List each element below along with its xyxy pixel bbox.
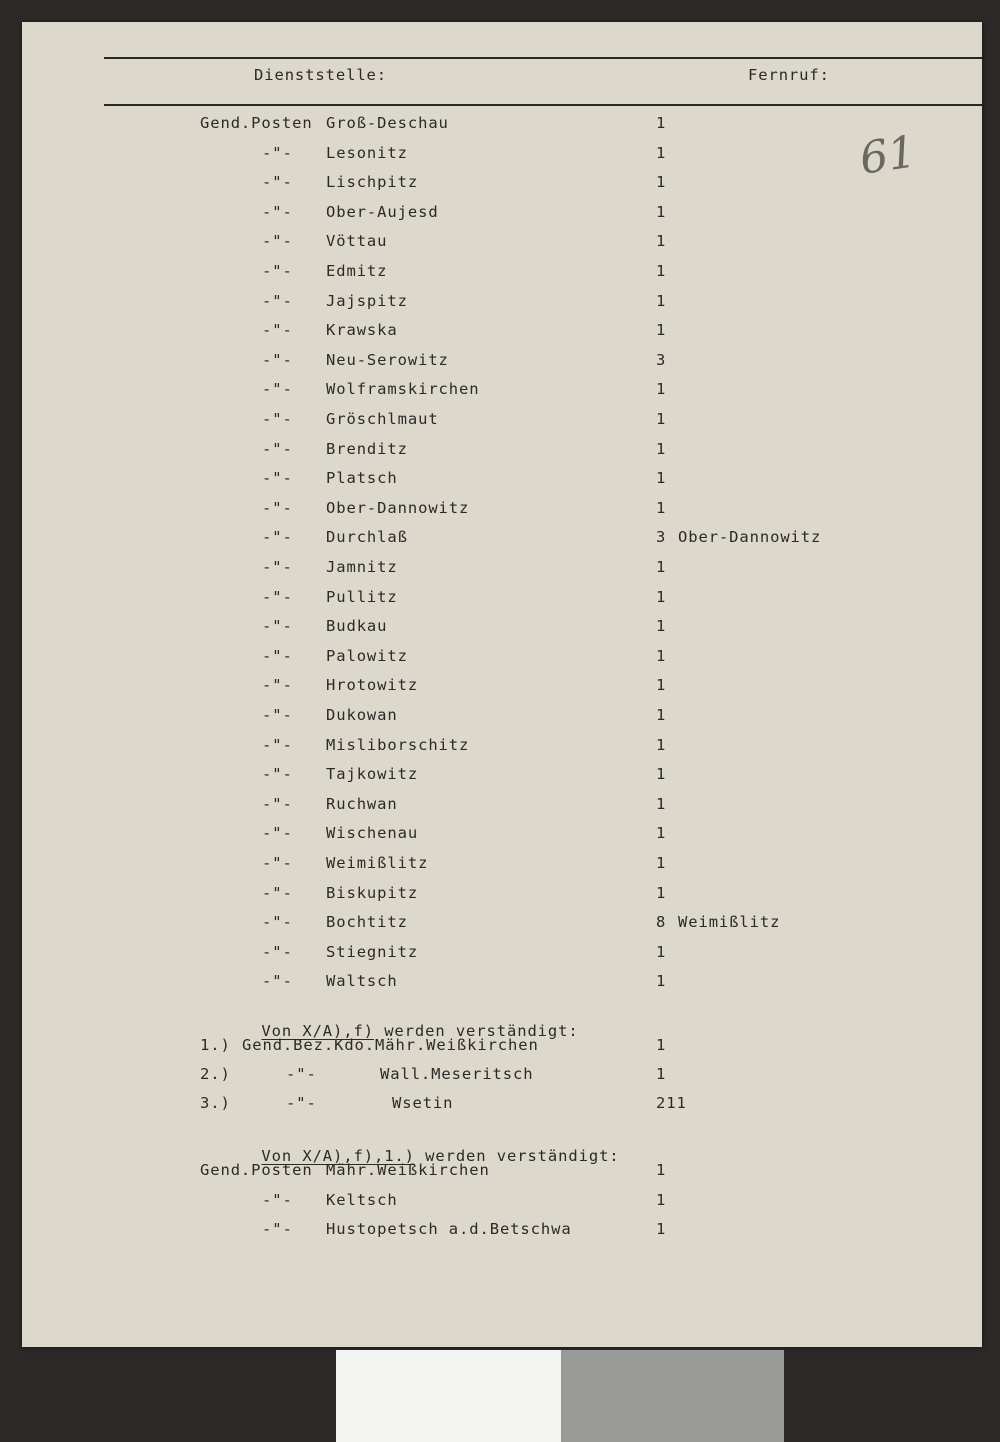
- color-card-gray: [561, 1350, 784, 1442]
- post-phone: 3: [656, 528, 667, 546]
- post-name: Gröschlmaut: [326, 410, 439, 428]
- post-prefix: -"-: [262, 173, 293, 191]
- post-name: Hrotowitz: [326, 676, 419, 694]
- bezirk-row-number: 2.): [200, 1065, 231, 1083]
- post-phone: 1: [656, 203, 667, 221]
- post-prefix: -"-: [262, 765, 293, 783]
- post-phone: 1: [656, 558, 667, 576]
- posten-row-prefix: Gend.Posten: [200, 1161, 313, 1179]
- post-phone: 1: [656, 144, 667, 162]
- post-prefix: -"-: [262, 676, 293, 694]
- post-name: Tajkowitz: [326, 765, 419, 783]
- post-name: Edmitz: [326, 262, 388, 280]
- post-name: Palowitz: [326, 647, 408, 665]
- section-posten-reference: Von X/A),f),1.): [261, 1146, 415, 1165]
- post-prefix: -"-: [262, 588, 293, 606]
- post-name: Groß-Deschau: [326, 114, 449, 132]
- post-phone: 3: [656, 351, 667, 369]
- post-phone: 1: [656, 499, 667, 517]
- post-phone: 1: [656, 292, 667, 310]
- post-name: Pullitz: [326, 588, 398, 606]
- post-name: Platsch: [326, 469, 398, 487]
- post-phone: 8: [656, 913, 667, 931]
- post-prefix: -"-: [262, 706, 293, 724]
- post-prefix: -"-: [262, 972, 293, 990]
- post-name: Lesonitz: [326, 144, 408, 162]
- post-prefix: -"-: [262, 292, 293, 310]
- post-phone: 1: [656, 617, 667, 635]
- post-prefix: -"-: [262, 647, 293, 665]
- post-name: Lischpitz: [326, 173, 419, 191]
- column-header-phone: Fernruf:: [748, 66, 830, 84]
- document-page: [22, 22, 982, 1347]
- header-rule-bottom: [104, 104, 982, 106]
- post-name: Jajspitz: [326, 292, 408, 310]
- post-prefix: -"-: [262, 469, 293, 487]
- bezirk-row-phone: 211: [656, 1094, 687, 1112]
- post-phone: 1: [656, 824, 667, 842]
- bezirk-row-prefix: -"-: [286, 1094, 317, 1112]
- post-phone: 1: [656, 854, 667, 872]
- post-prefix: -"-: [262, 528, 293, 546]
- post-phone: 1: [656, 410, 667, 428]
- post-prefix: -"-: [262, 617, 293, 635]
- post-name: Jamnitz: [326, 558, 398, 576]
- posten-row-name: Keltsch: [326, 1191, 398, 1209]
- bezirk-row-number: 1.): [200, 1036, 231, 1054]
- posten-row-prefix: -"-: [262, 1191, 293, 1209]
- post-phone: 1: [656, 706, 667, 724]
- bezirk-row-prefix: Gend.Bez.Kdo.Mähr.Weißkirchen: [242, 1036, 539, 1054]
- post-phone: 1: [656, 173, 667, 191]
- post-prefix: -"-: [262, 558, 293, 576]
- posten-row-name: Mähr.Weißkirchen: [326, 1161, 490, 1179]
- post-prefix: -"-: [262, 380, 293, 398]
- post-name: Bochtitz: [326, 913, 408, 931]
- post-phone: 1: [656, 943, 667, 961]
- post-phone: 1: [656, 736, 667, 754]
- section-bezirk-reference: Von X/A),f): [261, 1021, 374, 1040]
- section-posten-caption: werden verständigt:: [414, 1146, 620, 1165]
- bezirk-row-phone: 1: [656, 1065, 667, 1083]
- post-prefix: -"-: [262, 351, 293, 369]
- post-prefix: -"-: [262, 913, 293, 931]
- post-phone: 1: [656, 972, 667, 990]
- post-name: Krawska: [326, 321, 398, 339]
- posten-row-phone: 1: [656, 1191, 667, 1209]
- post-name: Wischenau: [326, 824, 419, 842]
- post-name: Durchlaß: [326, 528, 408, 546]
- posten-row-prefix: -"-: [262, 1220, 293, 1238]
- post-prefix: -"-: [262, 440, 293, 458]
- post-name: Neu-Serowitz: [326, 351, 449, 369]
- posten-row-phone: 1: [656, 1220, 667, 1238]
- post-phone: 1: [656, 321, 667, 339]
- header-rule-top: [104, 57, 982, 59]
- post-prefix: -"-: [262, 943, 293, 961]
- post-prefix: -"-: [262, 824, 293, 842]
- post-phone: 1: [656, 765, 667, 783]
- handwritten-page-number: 61: [856, 126, 920, 185]
- bezirk-row-number: 3.): [200, 1094, 231, 1112]
- bezirk-row-phone: 1: [656, 1036, 667, 1054]
- post-name: Ober-Aujesd: [326, 203, 439, 221]
- section-bezirk-caption: werden verständigt:: [373, 1021, 579, 1040]
- post-prefix: -"-: [262, 262, 293, 280]
- post-prefix: -"-: [262, 795, 293, 813]
- post-prefix: -"-: [262, 499, 293, 517]
- post-name: Weimißlitz: [326, 854, 429, 872]
- post-prefix: -"-: [262, 736, 293, 754]
- post-phone: 1: [656, 440, 667, 458]
- post-name: Ober-Dannowitz: [326, 499, 470, 517]
- posten-row-phone: 1: [656, 1161, 667, 1179]
- post-phone: 1: [656, 469, 667, 487]
- post-phone: 1: [656, 588, 667, 606]
- post-phone: 1: [656, 262, 667, 280]
- post-prefix: -"-: [262, 321, 293, 339]
- posten-row-name: Hustopetsch a.d.Betschwa: [326, 1220, 572, 1238]
- post-name: Vöttau: [326, 232, 388, 250]
- post-prefix: -"-: [262, 410, 293, 428]
- post-prefix: -"-: [262, 854, 293, 872]
- post-prefix: -"-: [262, 884, 293, 902]
- post-name: Budkau: [326, 617, 388, 635]
- post-via: Weimißlitz: [678, 913, 781, 931]
- post-name: Dukowan: [326, 706, 398, 724]
- post-prefix: Gend.Posten: [200, 114, 313, 132]
- post-phone: 1: [656, 795, 667, 813]
- post-phone: 1: [656, 232, 667, 250]
- post-phone: 1: [656, 676, 667, 694]
- bezirk-row-prefix: -"-: [286, 1065, 317, 1083]
- bezirk-row-name: Wall.Meseritsch: [380, 1065, 534, 1083]
- post-name: Ruchwan: [326, 795, 398, 813]
- post-name: Biskupitz: [326, 884, 419, 902]
- post-name: Waltsch: [326, 972, 398, 990]
- post-phone: 1: [656, 647, 667, 665]
- post-prefix: -"-: [262, 144, 293, 162]
- post-phone: 1: [656, 884, 667, 902]
- post-name: Wolframskirchen: [326, 380, 480, 398]
- post-phone: 1: [656, 114, 667, 132]
- column-header-office: Dienststelle:: [254, 66, 388, 84]
- post-phone: 1: [656, 380, 667, 398]
- post-prefix: -"-: [262, 203, 293, 221]
- post-name: Brenditz: [326, 440, 408, 458]
- post-via: Ober-Dannowitz: [678, 528, 822, 546]
- color-card-white: [336, 1350, 561, 1442]
- post-name: Misliborschitz: [326, 736, 470, 754]
- post-name: Stiegnitz: [326, 943, 419, 961]
- bezirk-row-name: Wsetin: [392, 1094, 454, 1112]
- post-prefix: -"-: [262, 232, 293, 250]
